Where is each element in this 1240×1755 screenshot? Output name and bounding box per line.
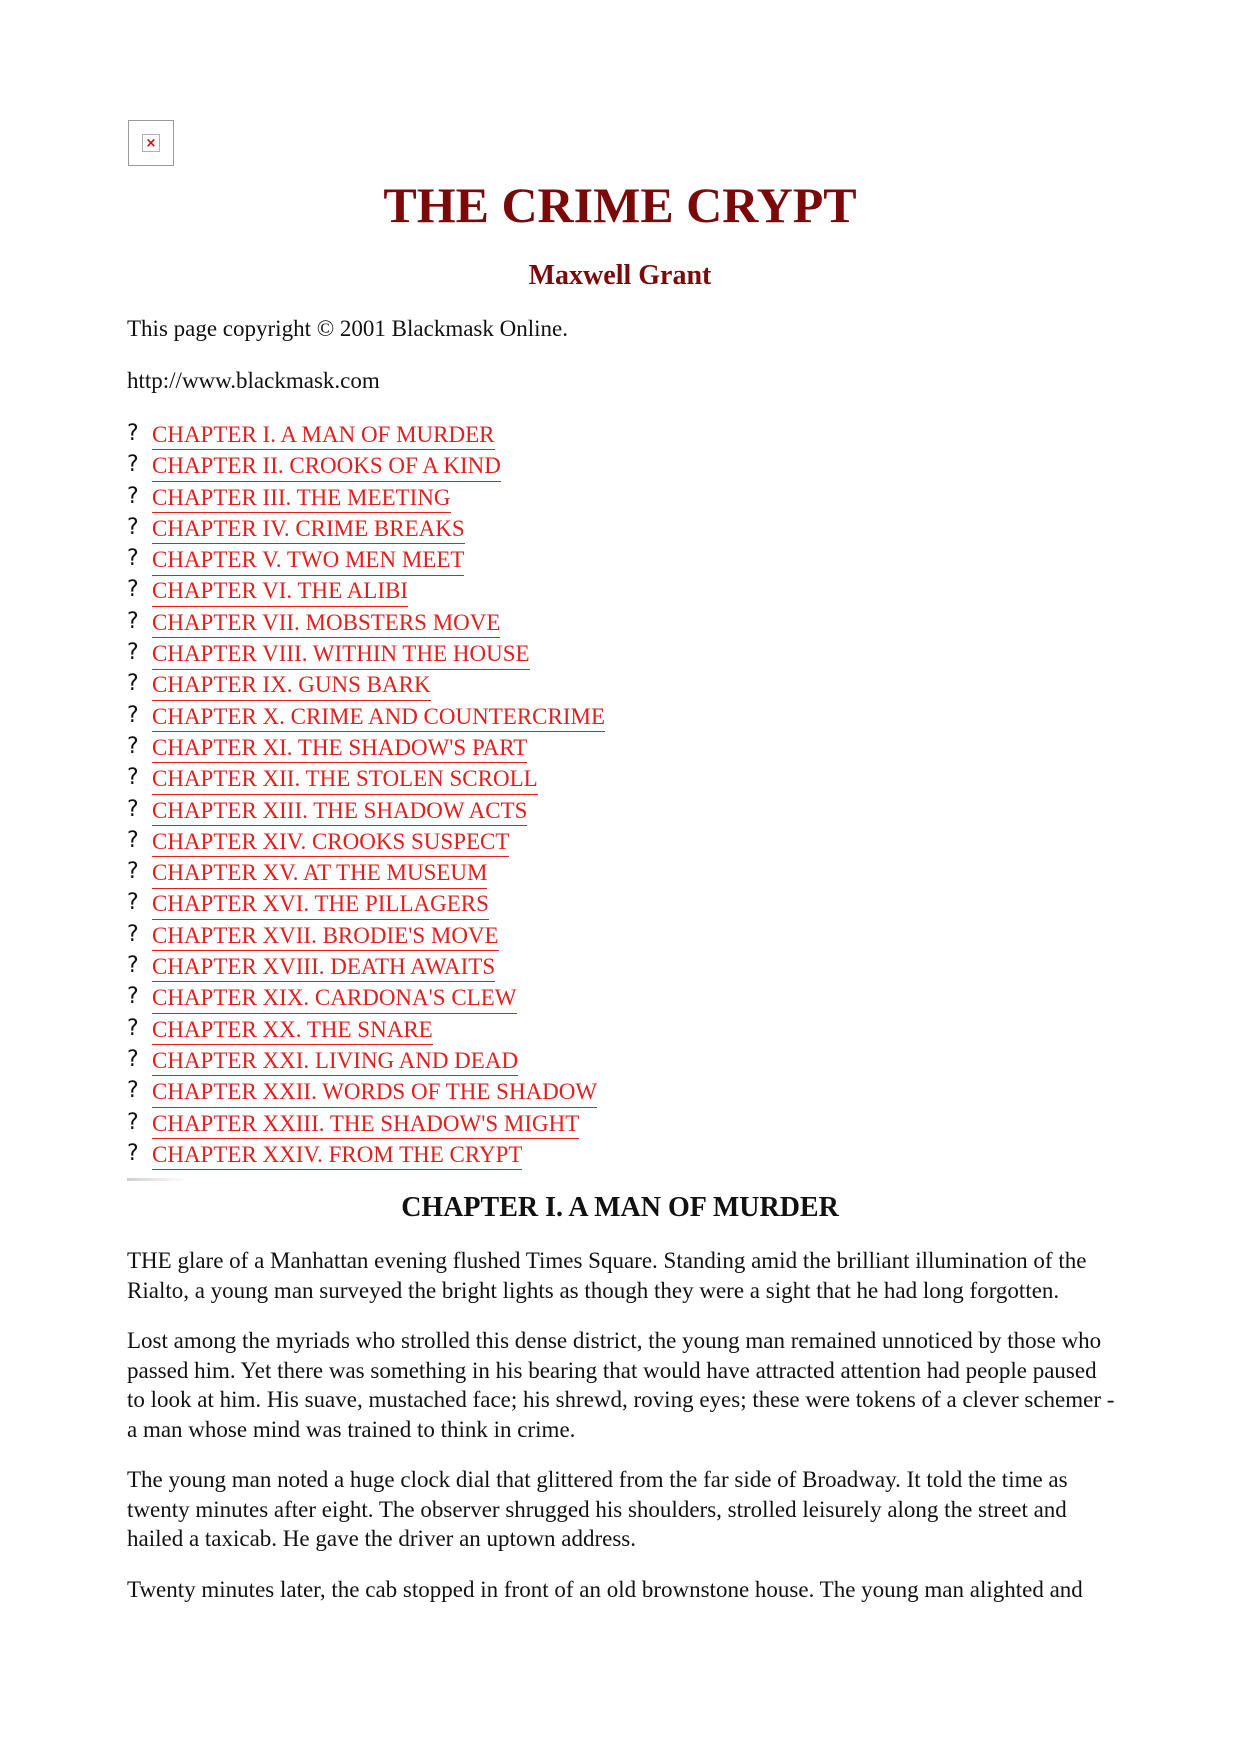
toc-link-chapter-9[interactable]: CHAPTER IX. GUNS BARK xyxy=(152,672,431,700)
toc-link-chapter-19[interactable]: CHAPTER XIX. CARDONA'S CLEW xyxy=(152,985,517,1013)
toc-bullet: ? xyxy=(127,421,139,446)
toc-bullet: ? xyxy=(127,827,139,853)
site-url: http://www.blackmask.com xyxy=(127,368,380,393)
toc-item xyxy=(127,1111,605,1142)
broken-image-icon xyxy=(128,120,174,166)
toc-bullet: ? xyxy=(127,1078,139,1104)
toc-bullet: ? xyxy=(127,577,139,603)
toc-link-chapter-12[interactable]: CHAPTER XII. THE STOLEN SCROLL xyxy=(152,766,538,794)
toc-bullet: ? xyxy=(127,921,139,947)
toc-item xyxy=(127,516,605,547)
toc-link-chapter-16[interactable]: CHAPTER XVI. THE PILLAGERS xyxy=(152,891,489,919)
toc-link-chapter-4[interactable]: CHAPTER IV. CRIME BREAKS xyxy=(152,516,465,544)
chapter-body xyxy=(127,1246,1117,1625)
chapter-heading: CHAPTER I. A MAN OF MURDER xyxy=(401,1192,839,1223)
toc-item xyxy=(127,829,605,860)
toc-item xyxy=(127,610,605,641)
toc-bullet: ? xyxy=(127,452,139,478)
toc-item xyxy=(127,1079,605,1110)
toc-bullet: ? xyxy=(127,702,139,728)
table-of-contents xyxy=(127,422,605,1173)
toc-item xyxy=(127,860,605,891)
toc-link-chapter-22[interactable]: CHAPTER XXII. WORDS OF THE SHADOW xyxy=(152,1079,597,1107)
toc-bullet: ? xyxy=(127,1046,139,1072)
toc-item xyxy=(127,923,605,954)
toc-item xyxy=(127,1017,605,1048)
toc-bullet: ? xyxy=(127,671,139,697)
book-author: Maxwell Grant xyxy=(528,260,712,291)
toc-item xyxy=(127,1048,605,1079)
toc-bullet: ? xyxy=(127,1109,139,1135)
toc-item xyxy=(127,985,605,1016)
toc-bullet: ? xyxy=(127,765,139,791)
toc-link-chapter-13[interactable]: CHAPTER XIII. THE SHADOW ACTS xyxy=(152,798,527,826)
toc-link-chapter-20[interactable]: CHAPTER XX. THE SNARE xyxy=(152,1017,433,1045)
toc-bullet: ? xyxy=(127,859,139,885)
toc-bullet: ? xyxy=(127,796,139,822)
toc-bullet: ? xyxy=(127,890,139,916)
book-title: THE CRIME CRYPT xyxy=(383,177,857,233)
toc-item xyxy=(127,1142,605,1173)
paragraph: Twenty minutes later, the cab stopped in front of an old brownstone house. The young man alighted and xyxy=(127,1576,1083,1602)
toc-bullet: ? xyxy=(127,640,139,666)
toc-link-chapter-17[interactable]: CHAPTER XVII. BRODIE'S MOVE xyxy=(152,923,499,951)
toc-item xyxy=(127,704,605,735)
toc-link-chapter-11[interactable]: CHAPTER XI. THE SHADOW'S PART xyxy=(152,735,527,763)
toc-link-chapter-7[interactable]: CHAPTER VII. MOBSTERS MOVE xyxy=(152,610,500,638)
toc-bullet: ? xyxy=(127,1140,139,1166)
toc-link-chapter-15[interactable]: CHAPTER XV. AT THE MUSEUM xyxy=(152,860,487,888)
toc-bullet: ? xyxy=(127,546,139,572)
toc-bullet: ? xyxy=(127,984,139,1010)
toc-item xyxy=(127,547,605,578)
toc-item xyxy=(127,735,605,766)
toc-link-chapter-14[interactable]: CHAPTER XIV. CROOKS SUSPECT xyxy=(152,829,509,857)
section-divider xyxy=(127,1178,187,1181)
toc-item xyxy=(127,453,605,484)
toc-bullet: ? xyxy=(127,483,139,509)
toc-item xyxy=(127,954,605,985)
toc-item xyxy=(127,798,605,829)
toc-link-chapter-24[interactable]: CHAPTER XXIV. FROM THE CRYPT xyxy=(152,1142,522,1170)
toc-link-chapter-3[interactable]: CHAPTER III. THE MEETING xyxy=(152,485,451,513)
toc-bullet: ? xyxy=(127,1015,139,1041)
toc-item xyxy=(127,641,605,672)
paragraph: Lost among the myriads who strolled this dense district, the young man remained unnoticed by those who passed him. Yet there was something in his bearing that would have attracted attention had people paused to look at him. His suave, mustached face; his shrewd, roving eyes; these were tokens of a clever schemer - a man whose mind was trained to think in crime. xyxy=(127,1328,1115,1442)
paragraph: The young man noted a huge clock dial that glittered from the far side of Broadway. It told the time as twenty minutes after eight. The observer shrugged his shoulders, strolled leisurely along the street and hailed a taxicab. He gave the driver an uptown address. xyxy=(127,1467,1068,1551)
toc-link-chapter-21[interactable]: CHAPTER XXI. LIVING AND DEAD xyxy=(152,1048,518,1076)
copyright-notice: This page copyright © 2001 Blackmask Online. xyxy=(127,316,568,341)
toc-link-chapter-18[interactable]: CHAPTER XVIII. DEATH AWAITS xyxy=(152,954,495,982)
toc-link-chapter-6[interactable]: CHAPTER VI. THE ALIBI xyxy=(152,578,408,606)
toc-link-chapter-8[interactable]: CHAPTER VIII. WITHIN THE HOUSE xyxy=(152,641,530,669)
toc-link-chapter-2[interactable]: CHAPTER II. CROOKS OF A KIND xyxy=(152,453,501,481)
toc-item xyxy=(127,485,605,516)
toc-item xyxy=(127,672,605,703)
toc-item xyxy=(127,891,605,922)
toc-bullet: ? xyxy=(127,608,139,634)
toc-bullet: ? xyxy=(127,733,139,759)
toc-item xyxy=(127,578,605,609)
toc-link-chapter-10[interactable]: CHAPTER X. CRIME AND COUNTERCRIME xyxy=(152,704,605,732)
toc-link-chapter-1[interactable]: CHAPTER I. A MAN OF MURDER xyxy=(152,422,495,450)
toc-link-chapter-5[interactable]: CHAPTER V. TWO MEN MEET xyxy=(152,547,464,575)
paragraph: THE glare of a Manhattan evening flushed Times Square. Standing amid the brilliant illumination of the Rialto, a young man surveyed the bright lights as though they were a sight that he had long forgotten. xyxy=(127,1248,1087,1303)
toc-link-chapter-23[interactable]: CHAPTER XXIII. THE SHADOW'S MIGHT xyxy=(152,1111,579,1139)
toc-item xyxy=(127,422,605,453)
toc-item xyxy=(127,766,605,797)
toc-bullet: ? xyxy=(127,514,139,540)
broken-image-x-icon: × xyxy=(142,134,160,152)
toc-bullet: ? xyxy=(127,953,139,979)
